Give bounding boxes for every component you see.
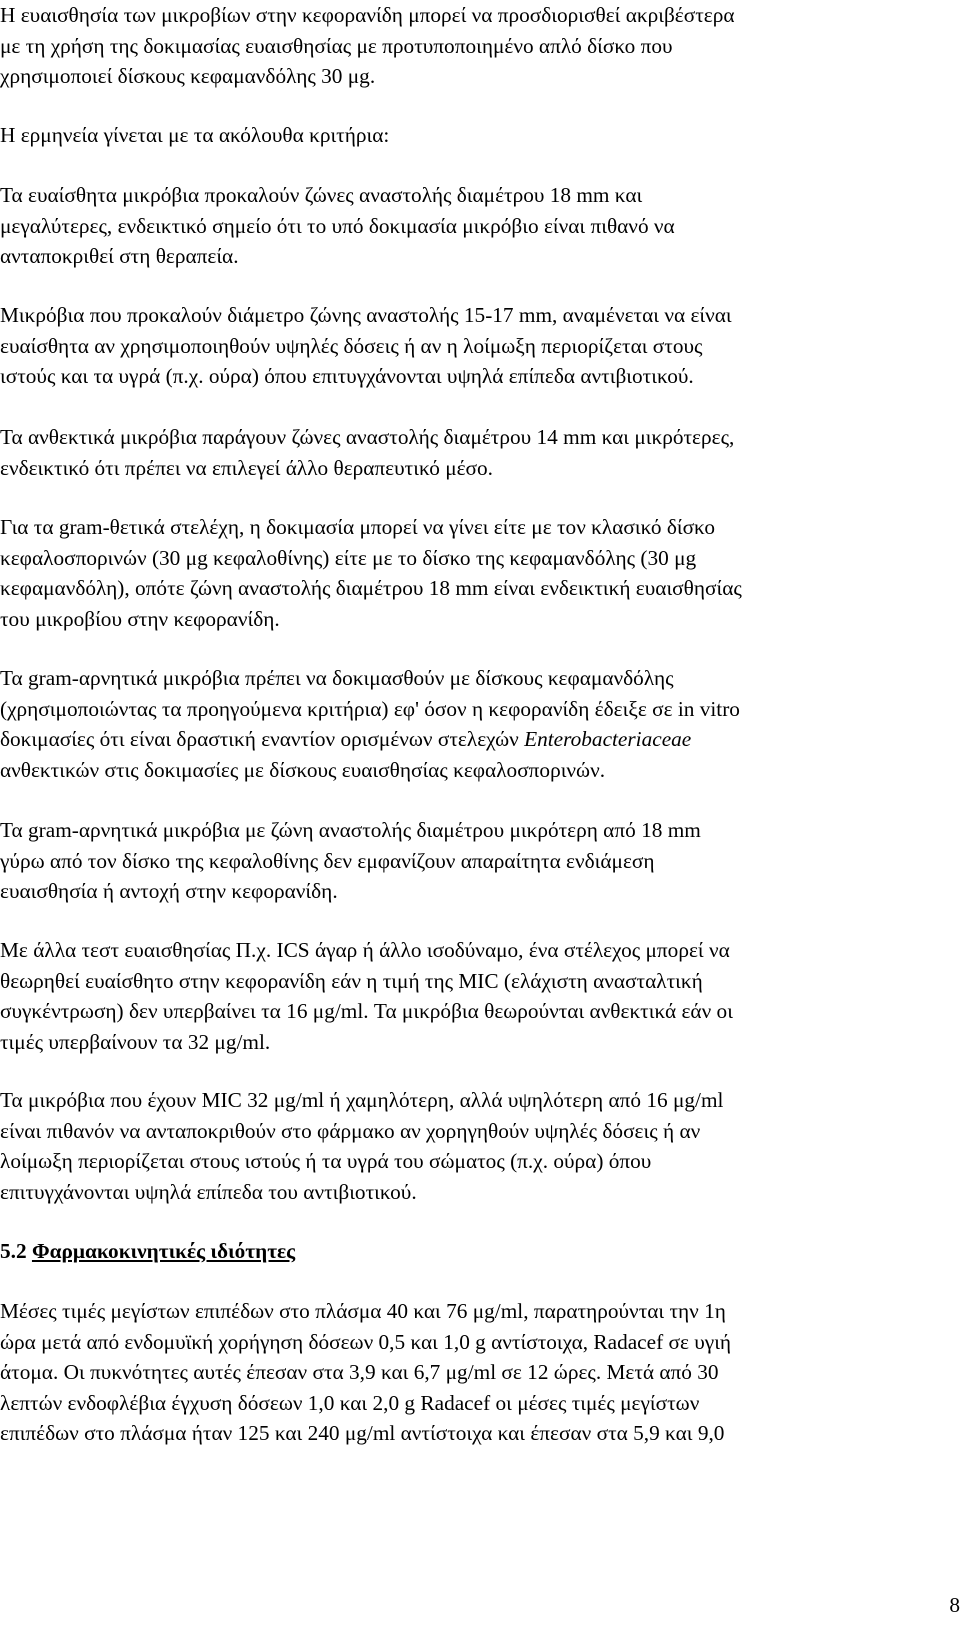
text-line: Τα μικρόβια που έχουν MIC 32 μg/ml ή χαμηλότερη, αλλά υψηλότερη από 16 μg/ml <box>0 1088 724 1112</box>
page-number: 8 <box>949 1593 960 1617</box>
paragraph-sensitive-microbes <box>0 180 930 272</box>
text-line: κεφαμανδόλη), οπότε ζώνη αναστολής διαμέτρου 18 mm είναι ενδεικτική ευαισθησίας <box>0 576 742 601</box>
paragraph-sensitivity-intro <box>0 0 930 92</box>
text-line: ευαισθησία ή αντοχή στην κεφορανίδη. <box>0 879 338 904</box>
text-line: Μέσες τιμές μεγίστων επιπέδων στο πλάσμα 40 και 76 μg/ml, παρατηρούνται την 1η <box>0 1299 726 1323</box>
section-title: Φαρμακοκινητικές ιδιότητες <box>31 1239 296 1263</box>
text-line: δοκιμασίες ότι είναι δραστική εναντίον ορισμένων στελεχών <box>0 727 525 752</box>
text-line: θεωρηθεί ευαίσθητο στην κεφορανίδη εάν η τιμή της MIC (ελάχιστη ανασταλτική <box>0 968 703 993</box>
text-line: επιπέδων στο πλάσμα ήταν 125 και 240 μg/ml αντίστοιχα και έπεσαν στα 5,9 και 9,0 <box>0 1421 725 1446</box>
text-line: του μικροβίου στην κεφορανίδη. <box>0 606 280 631</box>
text-line: ώρα μετά από ενδομυϊκή χορήγηση δόσεων 0,5 και 1,0 g αντίστοιχα, Radacef σε υγιή <box>0 1329 732 1354</box>
paragraph-gram-negative <box>0 663 930 785</box>
paragraph-mic-tests <box>0 935 930 1057</box>
text-line: συγκέντρωση) δεν υπερβαίνει τα 16 μg/ml. Τα μικρόβια θεωρούνται ανθεκτικά εάν οι <box>0 999 733 1024</box>
italic-term-enterobacteriaceae: Enterobacteriaceae <box>524 727 692 752</box>
text-line: ευαίσθητα αν χρησιμοποιηθούν υψηλές δόσεις ή αν η λοίμωξη περιορίζεται στους <box>0 333 703 358</box>
text-line: με τη χρήση της δοκιμασίας ευαισθησίας με προτυποποιημένο απλό δίσκο που <box>0 33 673 58</box>
text-line: ιστούς και τα υγρά (π.χ. ούρα) όπου επιτυγχάνονται υψηλά επίπεδα αντιβιοτικού. <box>0 364 694 389</box>
text-line: Τα gram-αρνητικά μικρόβια πρέπει να δοκιμασθούν με δίσκους κεφαμανδόλης <box>0 666 674 690</box>
text-line: Μικρόβια που προκαλούν διάμετρο ζώνης αναστολής 15-17 mm, αναμένεται να είναι <box>0 303 732 327</box>
paragraph-gram-negative-cephalothin <box>0 815 930 907</box>
text-line: κεφαλοσπορινών (30 μg κεφαλοθίνης) είτε με το δίσκο της κεφαμανδόλης (30 μg <box>0 545 697 570</box>
text-line: τιμές υπερβαίνουν τα 32 μg/ml. <box>0 1029 271 1054</box>
text-line: Η ερμηνεία γίνεται με τα ακόλουθα κριτήρια: <box>0 123 390 147</box>
text-line: επιτυγχάνονται υψηλά επίπεδα του αντιβιοτικού. <box>0 1179 417 1204</box>
text-line: Για τα gram-θετικά στελέχη, η δοκιμασία μπορεί να γίνει είτε με τον κλασικό δίσκο <box>0 515 715 539</box>
paragraph-gram-positive <box>0 512 930 634</box>
text-line: χρησιμοποιεί δίσκους κεφαμανδόλης 30 μg. <box>0 64 376 89</box>
paragraph-interpretation <box>0 120 930 151</box>
text-line: ενδεικτικό ότι πρέπει να επιλεγεί άλλο θεραπευτικό μέσο. <box>0 455 494 480</box>
section-heading <box>0 1236 930 1267</box>
text-line: Τα gram-αρνητικά μικρόβια με ζώνη αναστολής διαμέτρου μικρότερη από 18 mm <box>0 818 701 842</box>
text-line: Με άλλα τεστ ευαισθησίας Π.χ. ICS άγαρ ή άλλο ισοδύναμο, ένα στέλεχος μπορεί να <box>0 938 730 962</box>
paragraph-mic-intermediate <box>0 1085 930 1207</box>
text-line: λεπτών ενδοφλέβια έγχυση δόσεων 1,0 και 2,0 g Radacef οι μέσες τιμές μεγίστων <box>0 1390 700 1415</box>
text-line: Η ευαισθησία των μικροβίων στην κεφορανίδη μπορεί να προσδιορισθεί ακριβέστερα <box>0 3 735 27</box>
text-line: άτομα. Οι πυκνότητες αυτές έπεσαν στα 3,9 και 6,7 μg/ml σε 12 ώρες. Μετά από 30 <box>0 1360 719 1385</box>
text-line: ανθεκτικών στις δοκιμασίες με δίσκους ευαισθησίας κεφαλοσπορινών. <box>0 757 606 782</box>
paragraph-pharmacokinetics <box>0 1296 930 1449</box>
text-line: ανταποκριθεί στη θεραπεία. <box>0 244 239 269</box>
section-number: 5.2 <box>0 1239 27 1263</box>
text-line: λοίμωξη περιορίζεται στους ιστούς ή τα υγρά του σώματος (π.χ. ούρα) όπου <box>0 1149 652 1174</box>
paragraph-resistant-microbes <box>0 422 930 483</box>
text-line: μεγαλύτερες, ενδεικτικό σημείο ότι το υπό δοκιμασία μικρόβιο είναι πιθανό να <box>0 213 675 238</box>
text-line: είναι πιθανόν να ανταποκριθούν στο φάρμακο αν χορηγηθούν υψηλές δόσεις ή αν <box>0 1118 701 1143</box>
text-line: γύρω από τον δίσκο της κεφαλοθίνης δεν εμφανίζουν απαραίτητα ενδιάμεση <box>0 848 655 873</box>
text-line: Τα ευαίσθητα μικρόβια προκαλούν ζώνες αναστολής διαμέτρου 18 mm και <box>0 183 643 207</box>
paragraph-intermediate-microbes <box>0 300 930 392</box>
text-line: (χρησιμοποιώντας τα προηγούμενα κριτήρια) εφ' όσον η κεφορανίδη έδειξε σε in vitro <box>0 696 740 721</box>
text-line: Τα ανθεκτικά μικρόβια παράγουν ζώνες αναστολής διαμέτρου 14 mm και μικρότερες, <box>0 425 735 449</box>
